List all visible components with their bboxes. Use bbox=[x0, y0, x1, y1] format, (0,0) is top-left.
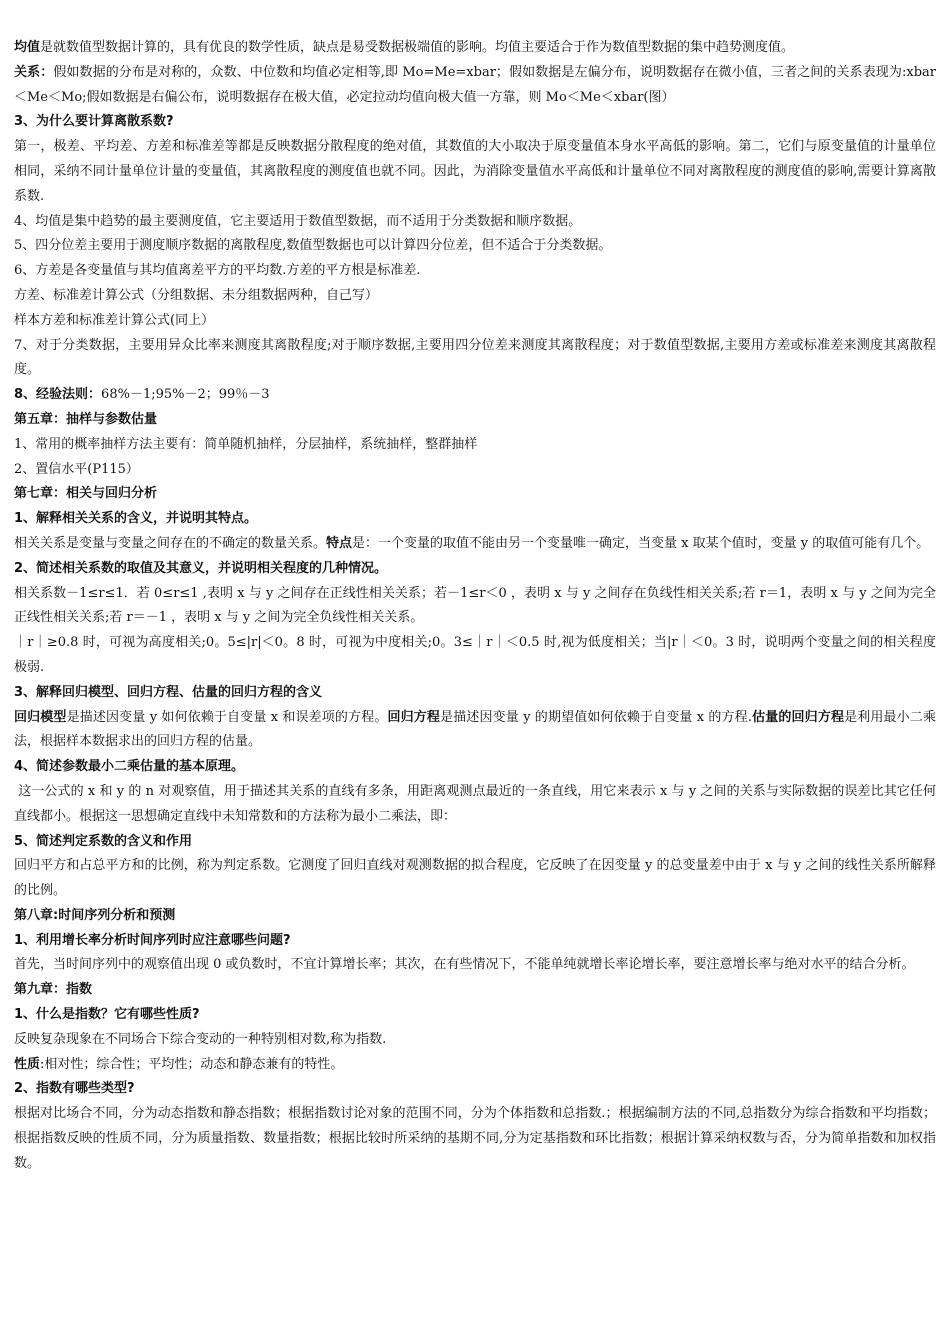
text: :相对性；综合性；平均性；动态和静态兼有的特性。 bbox=[40, 1056, 344, 1072]
question: 1、利用增长率分析时间序列时应注意哪些问题? bbox=[14, 932, 291, 948]
paragraph: 方差、标准差计算公式（分组数据、未分组数据两种，自己写） bbox=[14, 287, 379, 303]
question: 1、解释相关关系的含义，并说明其特点。 bbox=[14, 511, 258, 527]
question: 2、指数有哪些类型? bbox=[14, 1081, 135, 1097]
paragraph-relation bbox=[14, 61, 936, 111]
paragraph: 这一公式的 x 和 y 的 n 对观察值，用于描述其关系的直线有多条，用距离观测点最近的一条直线，用它来表示 x 与 y 之间的关系与实际数据的误差比其它任何直线都小。根据这一思想确定直线中未知常数和的方法称为最小二乘法，即： bbox=[14, 783, 936, 824]
term-regression-equation: 回归方程 bbox=[387, 709, 441, 725]
term-feature: 特点 bbox=[326, 535, 353, 551]
question: 5、简述判定系数的含义和作用 bbox=[14, 833, 193, 849]
chapter-7-heading: 第七章：相关与回归分析 bbox=[14, 486, 158, 502]
paragraph: 4、均值是集中趋势的最主要测度值，它主要适用于数值型数据，而不适用于分类数据和顺序数据。 bbox=[14, 213, 582, 229]
paragraph: 相关系数－1≤r≤1．若 0≤r≤1 ,表明 x 与 y 之间存在正线性相关关系；若－1≤r＜0 ，表明 x 与 y 之间存在负线性相关关系;若 r＝1，表明 x 与 y 之间为完全正线性相关关系;若 r＝－1 ，表明 x 与 y 之间为完全负线性相关关系。 bbox=[14, 585, 936, 626]
paragraph: 5、四分位差主要用于测度顺序数据的离散程度,数值型数据也可以计算四分位差，但不适合于分类数据。 bbox=[14, 238, 612, 254]
paragraph: 2、置信水平(P115） bbox=[14, 461, 139, 477]
term-estimated-equation: 估量的回归方程 bbox=[751, 709, 845, 725]
text: 68%－1;95%－2；99％－3 bbox=[101, 387, 270, 403]
term-properties: 性质 bbox=[14, 1056, 41, 1072]
paragraph-properties bbox=[14, 1053, 936, 1078]
paragraph: 回归平方和占总平方和的比例，称为判定系数。它测度了回归直线对观测数据的拟合程度，它反映了在因变量 y 的总变量差中由于 x 与 y 之间的线性关系所解释的比例。 bbox=[14, 858, 936, 899]
term-regression-model: 回归模型 bbox=[14, 709, 67, 725]
paragraph: 反映复杂现象在不同场合下综合变动的一种特别相对数,称为指数. bbox=[14, 1031, 387, 1047]
chapter-5-heading: 第五章：抽样与参数估量 bbox=[14, 411, 158, 427]
text: 相关关系是变量与变量之间存在的不确定的数量关系。 bbox=[14, 535, 327, 551]
text: 假如数据的分布是对称的，众数、中位数和均值必定相等,即 Mo=Me=xbar；假如数据是左偏分布，说明数据存在微小值，三者之间的关系表现为:xbar＜Me＜Mo;假如数据是右偏公布，说明数据存在极大值，必定拉动均值向极大值一方靠，则 Mo＜Me＜xbar(图） bbox=[14, 64, 936, 105]
paragraph: 首先，当时间序列中的观察值出现 0 或负数时，不宜计算增长率；其次，在有些情况下，不能单纯就增长率论增长率，要注意增长率与绝对水平的结合分析。 bbox=[14, 957, 915, 973]
paragraph-mean bbox=[14, 36, 936, 61]
paragraph-correlation bbox=[14, 532, 936, 557]
text: 是：一个变量的取值不能由另一个变量唯一确定，当变量 x 取某个值时，变量 y 的取值可能有几个。 bbox=[352, 535, 930, 551]
text: 是就数值型数据计算的，具有优良的数学性质，缺点是易受数据极端值的影响。均值主要适合于作为数值型数据的集中趋势测度值。 bbox=[40, 40, 795, 55]
paragraph: 1、常用的概率抽样方法主要有：简单随机抽样，分层抽样，系统抽样，整群抽样 bbox=[14, 436, 478, 452]
term-mean: 均值 bbox=[14, 40, 41, 55]
question: 4、简述参数最小二乘估量的基本原理。 bbox=[14, 759, 245, 775]
text: 是利用最小二乘法，根据样本数据求出的回归方程的估量。 bbox=[14, 709, 936, 750]
paragraph: 6、方差是各变量值与其均值离差平方的平均数.方差的平方根是标准差. bbox=[14, 263, 421, 279]
text: 是描述因变量 y 如何依赖于自变量 x 和误差项的方程。 bbox=[66, 709, 388, 725]
question: 3、解释回归模型、回归方程、估量的回归方程的含义 bbox=[14, 684, 323, 700]
paragraph: 7、对于分类数据，主要用异众比率来测度其离散程度;对于顺序数据,主要用四分位差来测度其离散程度；对于数值型数据,主要用方差或标准差来测度其离散程度。 bbox=[14, 337, 936, 378]
paragraph: 样本方差和标准差计算公式(同上） bbox=[14, 312, 215, 328]
paragraph: ｜r｜≥0.8 时，可视为高度相关;0。5≤|r|＜0。8 时，可视为中度相关;0。3≤｜r｜＜0.5 时,视为低度相关；当|r｜＜0。3 时，说明两个变量之间的相关程度极弱. bbox=[14, 635, 936, 675]
text: 是描述因变量 y 的期望值如何依赖于自变量 x 的方程. bbox=[440, 709, 752, 725]
chapter-9-heading: 第九章：指数 bbox=[14, 982, 93, 998]
chapter-8-heading: 第八章:时间序列分析和预测 bbox=[14, 907, 176, 923]
term-relation: 关系： bbox=[14, 64, 54, 80]
question: 1、什么是指数？它有哪些性质? bbox=[14, 1007, 200, 1023]
paragraph-empirical-rule bbox=[14, 383, 936, 408]
paragraph-regression bbox=[14, 706, 936, 756]
question-3: 3、为什么要计算离散系数? bbox=[14, 114, 174, 130]
question: 2、简述相关系数的取值及其意义，并说明相关程度的几种情况。 bbox=[14, 560, 388, 576]
paragraph: 根据对比场合不同，分为动态指数和静态指数；根据指数讨论对象的范围不同，分为个体指数和总指数.；根据编制方法的不同,总指数分为综合指数和平均指数；根据指数反映的性质不同，分为质量指数、数量指数；根据比较时所采纳的基期不同,分为定基指数和环比指数；根据计算采纳权数与否，分为简单指数和加权指数。 bbox=[14, 1106, 936, 1171]
term-empirical-rule: 8、经验法则： bbox=[14, 387, 102, 403]
paragraph: 第一，极差、平均差、方差和标准差等都是反映数据分散程度的绝对值，其数值的大小取决于原变量值本身水平高低的影响。第二，它们与原变量值的计量单位相同，采纳不同计量单位计量的变量值，其离散程度的测度值也就不同。因此，为消除变量值水平高低和计量单位不同对离散程度的测度值的影响,需要计算离散系数. bbox=[14, 139, 936, 204]
